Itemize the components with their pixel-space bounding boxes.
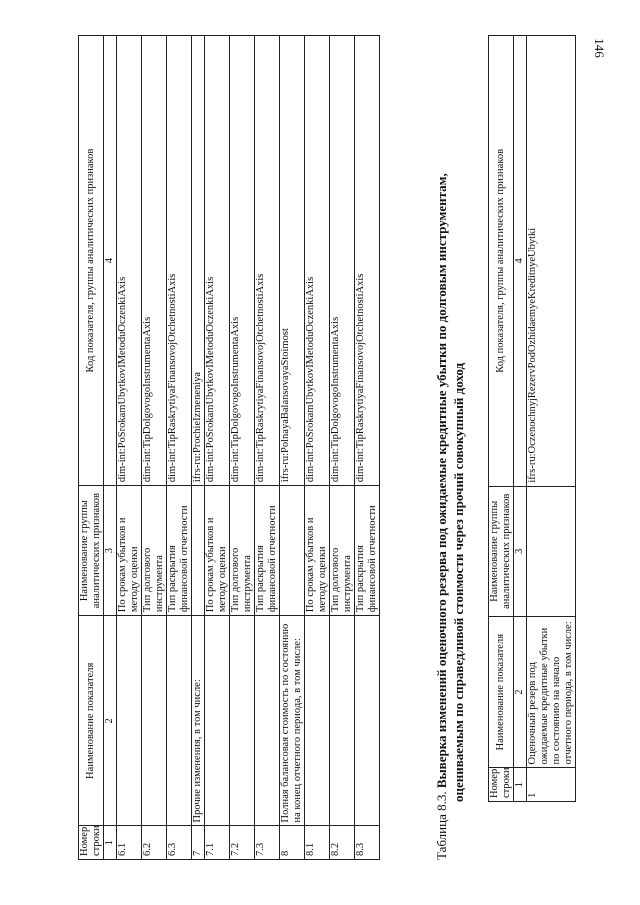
code-cell: ifrs-ru:ProchieIzmeneniya (192, 36, 205, 486)
group-name-cell: Тип раскрытия финансовой отчетности (255, 486, 280, 616)
group-name-cell: Тип долгового инструмента (330, 486, 355, 616)
row-number-cell: 8.2 (330, 826, 355, 860)
table-row (192, 36, 205, 860)
indicator-name-cell (305, 616, 330, 826)
column-number: 4 (514, 36, 527, 487)
indicator-name-cell (355, 616, 380, 826)
column-number: 3 (104, 486, 117, 616)
caption-label: Таблица 8.3. (434, 791, 449, 860)
code-cell: dim-int:PoSrokamUbytkovIMetoduOczenkiAxis (117, 36, 142, 486)
code-cell: dim-int:TipRaskrytiyaFinansovojOtchetnostiAxis (355, 36, 380, 486)
code-cell: dim-int:TipRaskrytiyaFinansovojOtchetnostiAxis (255, 36, 280, 486)
indicator-table-upper (78, 35, 380, 860)
group-name-cell: По срокам убытков и методу оценки (117, 486, 142, 616)
code-cell: dim-int:PoSrokamUbytkovIMetoduOczenkiAxis (205, 36, 230, 486)
row-number-cell: 6.2 (142, 826, 167, 860)
header-indicator-name: Наименование показателя (489, 616, 514, 768)
indicator-name-cell (255, 616, 280, 826)
header-group-name: Наименование группы аналитических признаков (489, 486, 514, 616)
table-row (330, 36, 355, 860)
table-row (205, 36, 230, 860)
indicator-name-cell (117, 616, 142, 826)
header-row-number: Номер строки (489, 768, 514, 802)
table-row (305, 36, 330, 860)
table-caption (433, 35, 467, 860)
row-number-cell: 1 (527, 768, 576, 802)
code-cell: ifrs-ru:PolnayaBalansovayaStoimost (280, 36, 305, 486)
code-cell: ifrs-ru:OczenochnyjRezervPodOzhidaemyeKreditnyeUbytki (527, 36, 576, 487)
column-number: 1 (514, 768, 527, 802)
indicator-name-cell: Оценочный резерв под ожидаемые кредитные убытки по состоянию на начало отчетного периода, в том числе: (527, 616, 576, 768)
column-number-row (514, 36, 527, 802)
row-number-cell: 8.1 (305, 826, 330, 860)
rotated-page-content (78, 35, 618, 860)
table-row (255, 36, 280, 860)
column-number: 2 (104, 616, 117, 826)
group-name-cell: Тип долгового инструмента (230, 486, 255, 616)
header-group-name: Наименование группы аналитических признаков (79, 486, 104, 616)
column-number: 2 (514, 616, 527, 768)
group-name-cell (527, 486, 576, 616)
caption-title-line2: оцениваемым по справедливой стоимости через прочий совокупный доход (451, 362, 466, 802)
caption-title-line1: Выверка изменений оценочного резерва под ожидаемые кредитные убытки по долговым инструментам, (434, 173, 449, 789)
column-number: 4 (104, 36, 117, 486)
header-row-number: Номер строки (79, 826, 104, 860)
page-number: 146 (591, 38, 607, 58)
code-cell: dim-int:TipRaskrytiyaFinansovojOtchetnostiAxis (167, 36, 192, 486)
indicator-name-cell: Прочие изменения, в том числе: (192, 616, 205, 826)
column-number: 3 (514, 486, 527, 616)
table-row (117, 36, 142, 860)
row-number-cell: 8.3 (355, 826, 380, 860)
table-header-row (79, 36, 104, 860)
group-name-cell: Тип раскрытия финансовой отчетности (167, 486, 192, 616)
group-name-cell: Тип долгового инструмента (142, 486, 167, 616)
indicator-name-cell (167, 616, 192, 826)
row-number-cell: 7.1 (205, 826, 230, 860)
header-code: Код показателя, группы аналитических признаков (489, 36, 514, 487)
table-row (355, 36, 380, 860)
group-name-cell (280, 486, 305, 616)
row-number-cell: 6.3 (167, 826, 192, 860)
row-number-cell: 7.3 (255, 826, 280, 860)
group-name-cell: Тип раскрытия финансовой отчетности (355, 486, 380, 616)
indicator-name-cell: Полная балансовая стоимость по состоянию на конец отчетного периода, в том числе: (280, 616, 305, 826)
code-cell: dim-int:TipDolgovogoInstrumentaAxis (142, 36, 167, 486)
group-name-cell: По срокам убытков и методу оценки (205, 486, 230, 616)
group-name-cell (192, 486, 205, 616)
row-number-cell: 7 (192, 826, 205, 860)
indicator-table-lower (488, 35, 576, 802)
table-row (142, 36, 167, 860)
indicator-name-cell (330, 616, 355, 826)
column-number: 1 (104, 826, 117, 860)
row-number-cell: 6.1 (117, 826, 142, 860)
header-indicator-name: Наименование показателя (79, 616, 104, 826)
indicator-name-cell (142, 616, 167, 826)
column-number-row (104, 36, 117, 860)
indicator-name-cell (205, 616, 230, 826)
code-cell: dim-int:PoSrokamUbytkovIMetoduOczenkiAxis (305, 36, 330, 486)
code-cell: dim-int:TipDolgovogoInstrumentaAxis (330, 36, 355, 486)
code-cell: dim-int:TipDolgovogoInstrumentaAxis (230, 36, 255, 486)
table-row (527, 36, 576, 802)
indicator-name-cell (230, 616, 255, 826)
header-code: Код показателя, группы аналитических признаков (79, 36, 104, 486)
row-number-cell: 7.2 (230, 826, 255, 860)
group-name-cell: По срокам убытков и методу оценки (305, 486, 330, 616)
table-row (230, 36, 255, 860)
table-row (167, 36, 192, 860)
table-header-row (489, 36, 514, 802)
row-number-cell: 8 (280, 826, 305, 860)
table-row (280, 36, 305, 860)
